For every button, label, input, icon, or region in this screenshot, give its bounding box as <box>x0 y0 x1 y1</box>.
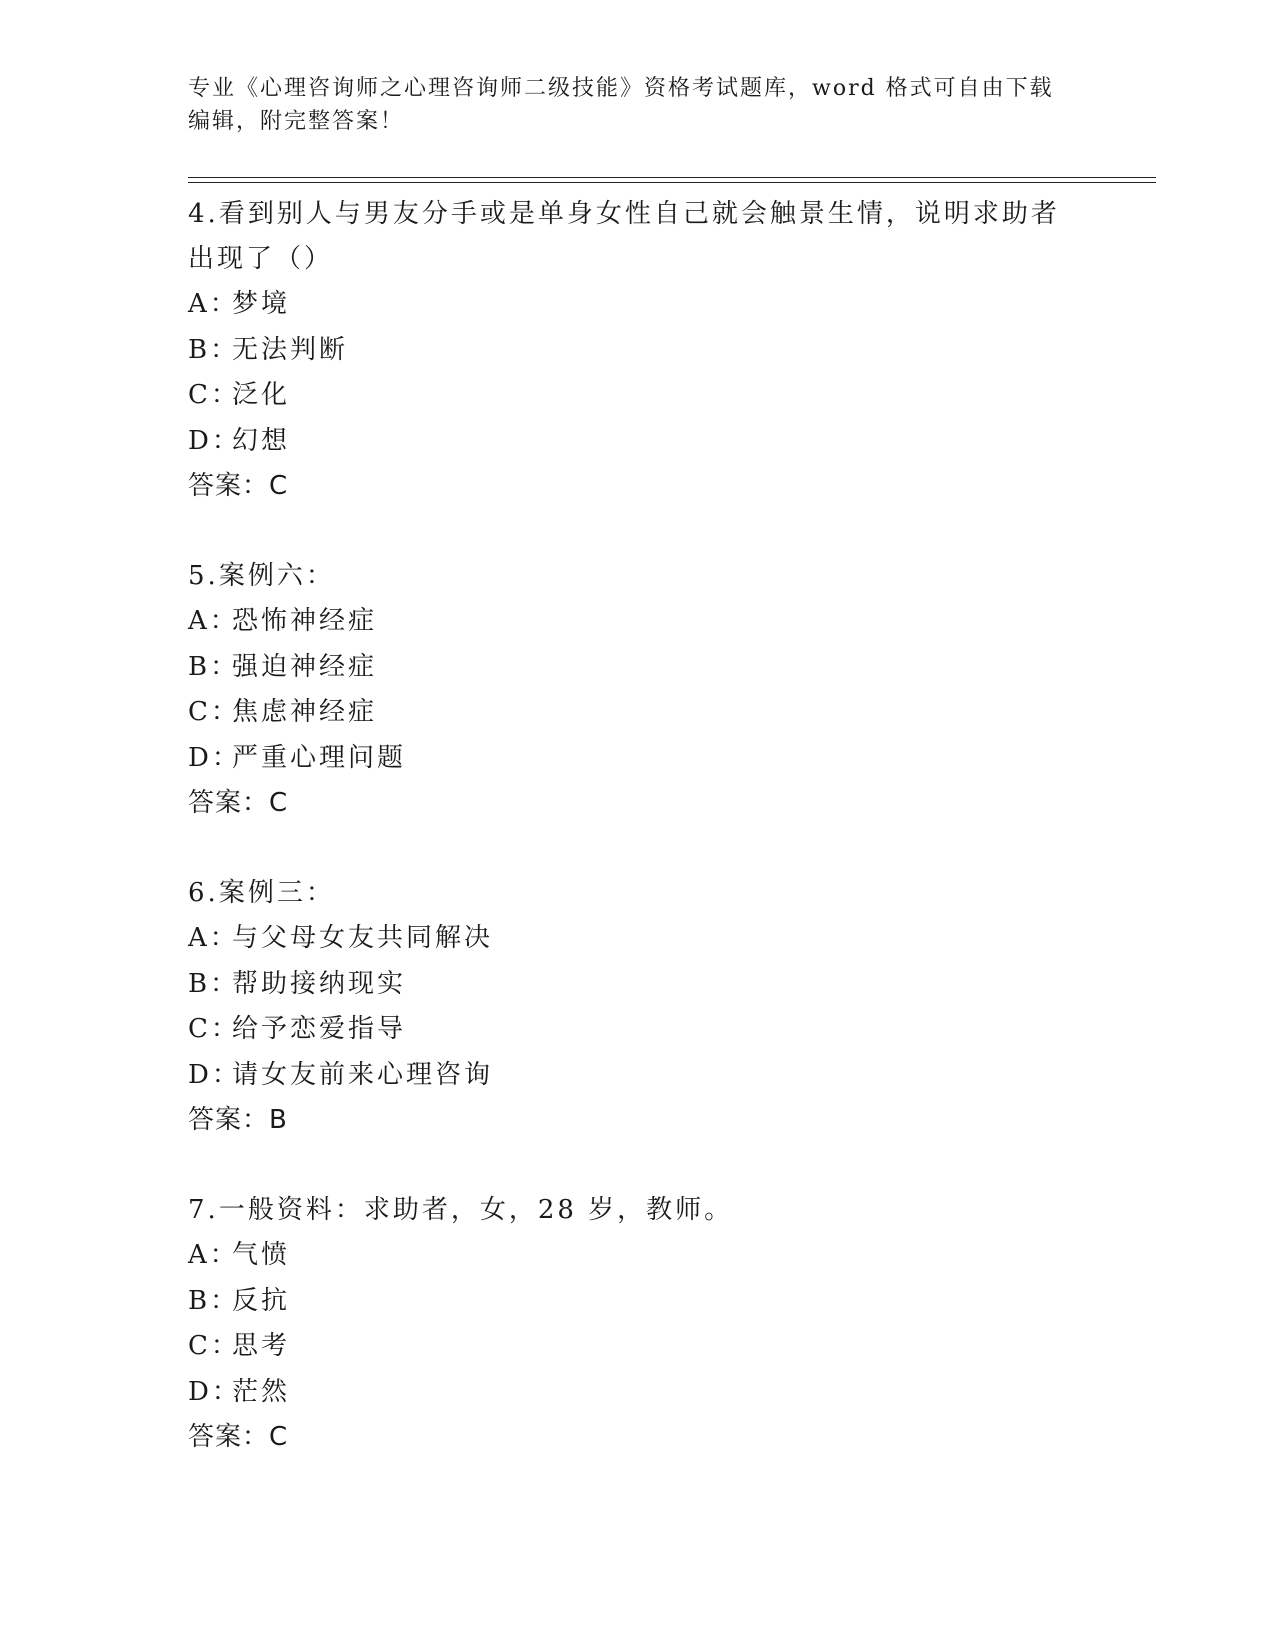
question-6 <box>188 871 1148 1143</box>
question-text-line-1: 案例三： <box>218 878 335 908</box>
option-d <box>188 1370 1148 1416</box>
header-line-1: 专业《心理咨询师之心理咨询师二级技能》资格考试题库，word 格式可自由下载 <box>188 76 1054 101</box>
question-5 <box>188 554 1148 826</box>
answer: 答案：B <box>188 1105 288 1135</box>
option-b <box>188 328 1148 374</box>
question-7 <box>188 1188 1148 1460</box>
option-label: 泛化 <box>232 380 291 410</box>
option-label: 与父母女友共同解决 <box>232 923 494 953</box>
option-key: C： <box>188 1014 240 1044</box>
header-divider-bottom <box>188 182 1156 183</box>
option-label: 思考 <box>232 1331 291 1361</box>
option-key: D： <box>188 1059 241 1090</box>
option-label: 请女友前来心理咨询 <box>232 1059 494 1090</box>
option-label: 反抗 <box>232 1285 291 1316</box>
question-text-line-1: 一般资料：求助者，女，28 岁，教师。 <box>218 1195 734 1225</box>
option-label: 帮助接纳现实 <box>232 968 407 999</box>
option-d <box>188 736 1148 782</box>
option-label: 气愤 <box>232 1240 291 1270</box>
option-key: D： <box>188 425 241 456</box>
option-key: A： <box>188 923 239 953</box>
option-label: 无法判断 <box>232 334 349 365</box>
option-label: 焦虑神经症 <box>232 697 378 727</box>
header-line-2: 编辑，附完整答案！ <box>188 109 405 134</box>
option-label: 恐怖神经症 <box>232 606 378 636</box>
option-label: 幻想 <box>232 425 291 456</box>
option-key: C： <box>188 380 240 410</box>
option-key: A： <box>188 289 239 319</box>
answer: 答案：C <box>188 788 289 818</box>
option-b <box>188 1279 1148 1325</box>
option-key: A： <box>188 606 239 636</box>
question-list <box>188 192 1148 1505</box>
question-text <box>188 554 1148 599</box>
option-key: C： <box>188 697 240 727</box>
option-key: B： <box>188 651 240 682</box>
option-key: B： <box>188 1285 240 1316</box>
answer: 答案：C <box>188 1422 289 1452</box>
question-number: 5. <box>188 561 219 591</box>
question-4 <box>188 192 1148 509</box>
option-label: 茫然 <box>232 1376 291 1407</box>
option-c <box>188 373 1148 419</box>
header-divider-top <box>188 177 1156 178</box>
question-text-line-1: 案例六： <box>218 561 335 591</box>
option-a <box>188 599 1148 645</box>
option-a <box>188 916 1148 962</box>
option-label: 梦境 <box>232 289 291 319</box>
option-key: B： <box>188 968 240 999</box>
option-c <box>188 1007 1148 1053</box>
option-b <box>188 645 1148 691</box>
option-label: 强迫神经症 <box>232 651 378 682</box>
option-key: B： <box>188 334 240 365</box>
option-label: 严重心理问题 <box>232 742 407 773</box>
question-text <box>188 871 1148 916</box>
option-b <box>188 962 1148 1008</box>
document-header <box>188 72 1088 138</box>
option-a <box>188 1233 1148 1279</box>
option-key: A： <box>188 1240 239 1270</box>
option-c <box>188 690 1148 736</box>
question-number: 6. <box>188 878 219 908</box>
question-text-line-1: 看到别人与男友分手或是单身女性自己就会触景生情，说明求助者 <box>218 199 1060 229</box>
question-text <box>188 192 1148 237</box>
option-d <box>188 1053 1148 1099</box>
question-number: 4. <box>188 199 219 229</box>
option-key: D： <box>188 742 241 773</box>
question-text <box>188 1188 1148 1233</box>
question-number: 7. <box>188 1195 219 1225</box>
option-d <box>188 419 1148 465</box>
answer: 答案：C <box>188 471 289 501</box>
question-text-line-2: 出现了（） <box>188 244 334 274</box>
option-label: 给予恋爱指导 <box>232 1014 407 1044</box>
option-key: D： <box>188 1376 241 1407</box>
option-c <box>188 1324 1148 1370</box>
option-a <box>188 282 1148 328</box>
option-key: C： <box>188 1331 240 1361</box>
